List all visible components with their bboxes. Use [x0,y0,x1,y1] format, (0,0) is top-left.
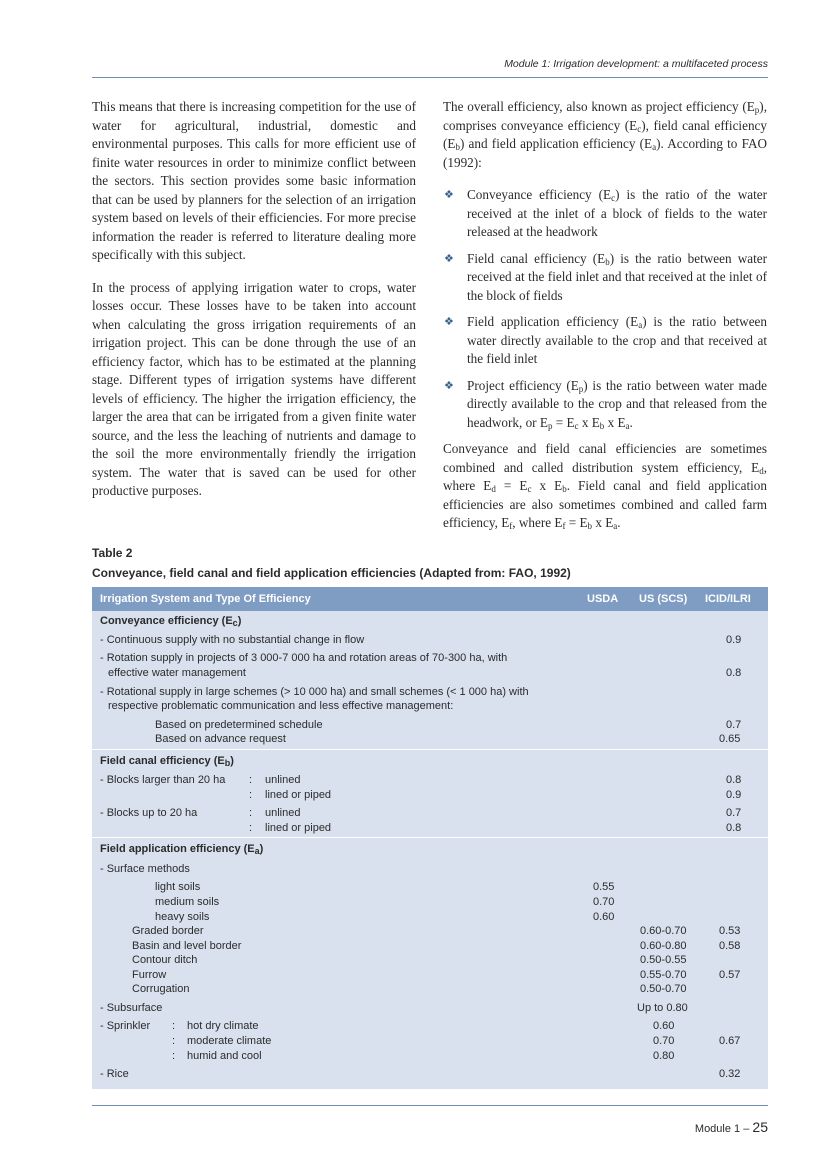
efficiency-table [92,587,768,1089]
table-row: - Continuous supply with no substantial change in flow [100,634,365,646]
icid-value: 0.8 [726,774,742,786]
icid-value: 0.8 [726,822,742,834]
diamond-bullet-icon: ❖ [444,252,454,265]
footer-dash: – [743,1123,750,1135]
table-row: moderate climate [187,1035,272,1047]
list-item: ❖ Project efficiency $(E_p)$ is the ratio between water made directly available to the crop and that released from the headwork, or $E_p = E_c$ x $E_b$ x $E_a$. [444,377,768,431]
icid-value: 0.65 [719,733,741,745]
section-title: Field application efficiency $(E_a)$ [100,843,264,856]
table-row: unlined [265,807,301,819]
separator-colon: : [172,1035,176,1047]
scs-value: 0.50-0.55 [640,954,687,966]
table-row: medium soils [155,896,220,908]
right-column [443,98,767,547]
icid-value: 0.67 [719,1035,741,1047]
table-row: Contour ditch [132,954,198,966]
list-item: ❖ Field application efficiency $(E_a)$ is the ratio between water directly available to the crop and that received at the field inlet [444,314,767,366]
section-title: Field canal efficiency $(E_b)$ [100,755,234,768]
separator-colon: : [249,807,253,819]
scs-value: 0.60 [653,1020,675,1032]
table-row: lined or piped [265,822,332,834]
table-row: Graded border [132,925,204,937]
list-item: ❖ Field canal efficiency $(E_b)$ is the ratio between water received at the field inlet and that received at the inlet of the block of fields [444,250,767,303]
icid-value: 0.7 [726,807,742,819]
table-label: Table 2 [92,546,133,560]
scs-value: 0.60-0.80 [640,940,687,952]
scs-value: 0.70 [653,1035,675,1047]
scs-value: 0.50-0.70 [640,983,687,995]
icid-value: 0.53 [719,925,741,937]
table-row: humid and cool [187,1050,262,1062]
table-row: heavy soils [155,911,210,923]
footer-rule [92,1105,768,1106]
table-row: Corrugation [132,983,190,995]
icid-value: 0.58 [719,940,741,952]
scs-value: 0.55-0.70 [640,969,687,981]
table-row: unlined [265,774,301,786]
diamond-bullet-icon: ❖ [444,316,454,328]
list-item: ❖ Conveyance efficiency $(E_c)$ is the ratio of the water received at the inlet of a block of fields to the water released at the headwork [444,187,767,239]
paragraph: In the process of applying irrigation water to crops, water losses occur. These losses have to be taken into account when calculating the gross irrigation requirements of an irrigation project. This can be done through the use of an efficiency factor, which has to be estimated at the planning stage. Different types of irrigation systems have different levels of efficiency. The higher the irrigation efficiency, the larger the area that can be irrigated from a given finite water source, and the less the leaching of nutrients and damage to the soil the more environmentally friendly the irrigation system. The water that is saved can be used for other productive purposes. [92,279,416,498]
column-header: ICID/ILRI [705,593,751,605]
page-number: 25 [752,1119,768,1135]
paragraph: Conveyance and field canal efficiencies are sometimes combined and called distribution system efficiency, $E_d$, where $E_d = E_c$ x $E_b$. Field canal and field application efficiencies are also sometimes combined and called farm efficiency, $E_f$, where $E_f = E_b$ x $E_a$. [443,441,767,531]
icid-value: 0.9 [726,634,742,646]
column-header: Irrigation System and Type Of Efficiency [100,593,311,605]
separator-colon: : [172,1020,176,1032]
table-row: - Rotation supply in projects of 3 000-7 000 ha and rotation areas of 70-300 ha, with [100,652,508,664]
table-row: Based on predetermined schedule [155,719,323,731]
table-row: lined or piped [265,789,332,801]
usda-value: 0.70 [593,896,615,908]
table-row: respective problematic communication and less effective management: [108,700,454,712]
table-header [92,587,768,611]
page-footer [695,1119,768,1135]
table-row: - Sprinkler [100,1020,151,1032]
section-divider [92,749,768,750]
separator-colon: : [172,1050,176,1062]
separator-colon: : [249,789,253,801]
section-title: Conveyance efficiency $(E_c)$ [100,615,242,628]
table-row: - Surface methods [100,863,190,875]
left-column [92,98,416,515]
diamond-bullet-icon: ❖ [444,379,454,392]
table-row: Based on advance request [155,733,286,745]
running-header: Module 1: Irrigation development: a multifaceted process [504,58,768,70]
scs-value: 0.60-0.70 [640,925,687,937]
table-row: effective water management [108,667,246,679]
column-header: USDA [587,593,619,605]
table-row: - Rice [100,1068,129,1080]
table-row: - Subsurface [100,1002,163,1014]
icid-value: 0.8 [726,667,742,679]
table-row: - Rotational supply in large schemes (> 10 000 ha) and small schemes (< 1 000 ha) with [100,686,529,698]
icid-value: 0.9 [726,789,742,801]
header-rule [92,77,768,78]
separator-colon: : [249,774,253,786]
separator-colon: : [249,822,253,834]
usda-value: 0.60 [593,911,615,923]
table-row: Basin and level border [132,940,242,952]
definition-list [443,186,767,432]
table-row: - Blocks larger than 20 ha [100,774,226,786]
scs-value: 0.80 [653,1050,675,1062]
footer-module: Module 1 [694,1123,741,1135]
paragraph: This means that there is increasing competition for the use of water for agricultural, industrial, domestic and environmental purposes. This calls for more efficient use of finite water resources in order to minimize conflict between the sectors. This section provides some basic information that can be used by planners for the selection of an irrigation system based on levels of their efficiencies. For more precise information the reader is referred to literature dealing more specifically with this subject. [92,99,416,262]
icid-value: 0.32 [719,1068,741,1080]
section-divider [92,837,768,838]
table-row: hot dry climate [187,1020,259,1032]
usda-value: 0.55 [593,881,615,893]
icid-value: 0.57 [719,969,741,981]
table-row: light soils [155,881,201,893]
column-header: US (SCS) [639,593,688,605]
diamond-bullet-icon: ❖ [444,189,454,201]
scs-value: Up to 0.80 [637,1002,688,1014]
icid-value: 0.7 [726,719,742,731]
table-row: Furrow [132,969,167,981]
paragraph: The overall efficiency, also known as project efficiency $(E_p)$, comprises conveyance efficiency $(E_c)$, field canal efficiency $(E_b)$ and field application efficiency $(E_a)$. According to FAO (1992): [443,99,768,170]
table-caption: Conveyance, field canal and field application efficiencies (Adapted from: FAO, 1992) [92,566,571,580]
table-row: - Blocks up to 20 ha [100,807,198,819]
